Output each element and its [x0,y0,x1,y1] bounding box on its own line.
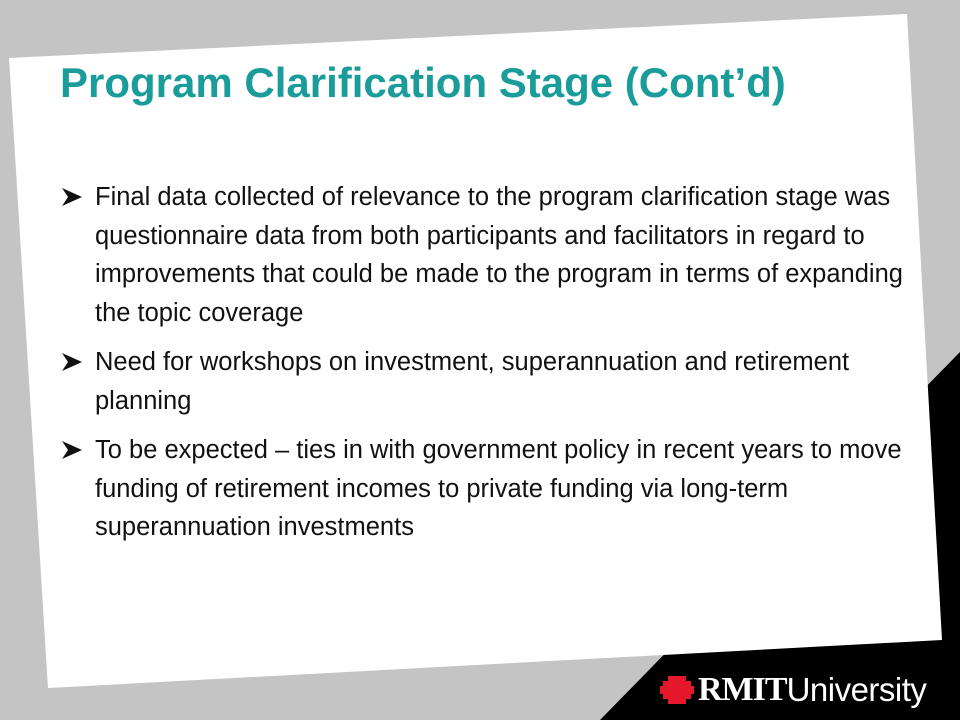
logo-wordmark-regular: University [786,671,927,708]
logo-wordmark-bold: RMIT [698,671,787,708]
bullet-item [62,431,907,547]
arrowhead-bullet-icon [62,188,82,206]
rmit-university-logo [660,666,926,714]
bullet-item [62,178,907,332]
arrowhead-bullet-icon [62,441,82,459]
rmit-pixel-mark-icon [660,676,694,704]
bullet-text: To be expected – ties in with government policy in recent years to move funding of retirement incomes to private funding via long-term superannuation investments [95,436,902,541]
bullet-item [62,343,907,420]
arrowhead-bullet-icon [62,353,82,371]
bullet-list [62,178,907,558]
bullet-text: Final data collected of relevance to the program clarification stage was questionnaire data from both participants and facilitators in regard to improvements that could be made to the program in terms of expanding the topic coverage [95,183,903,327]
slide-title: Program Clarification Stage (Cont’d) [60,59,786,106]
bullet-text: Need for workshops on investment, superannuation and retirement planning [95,348,850,415]
